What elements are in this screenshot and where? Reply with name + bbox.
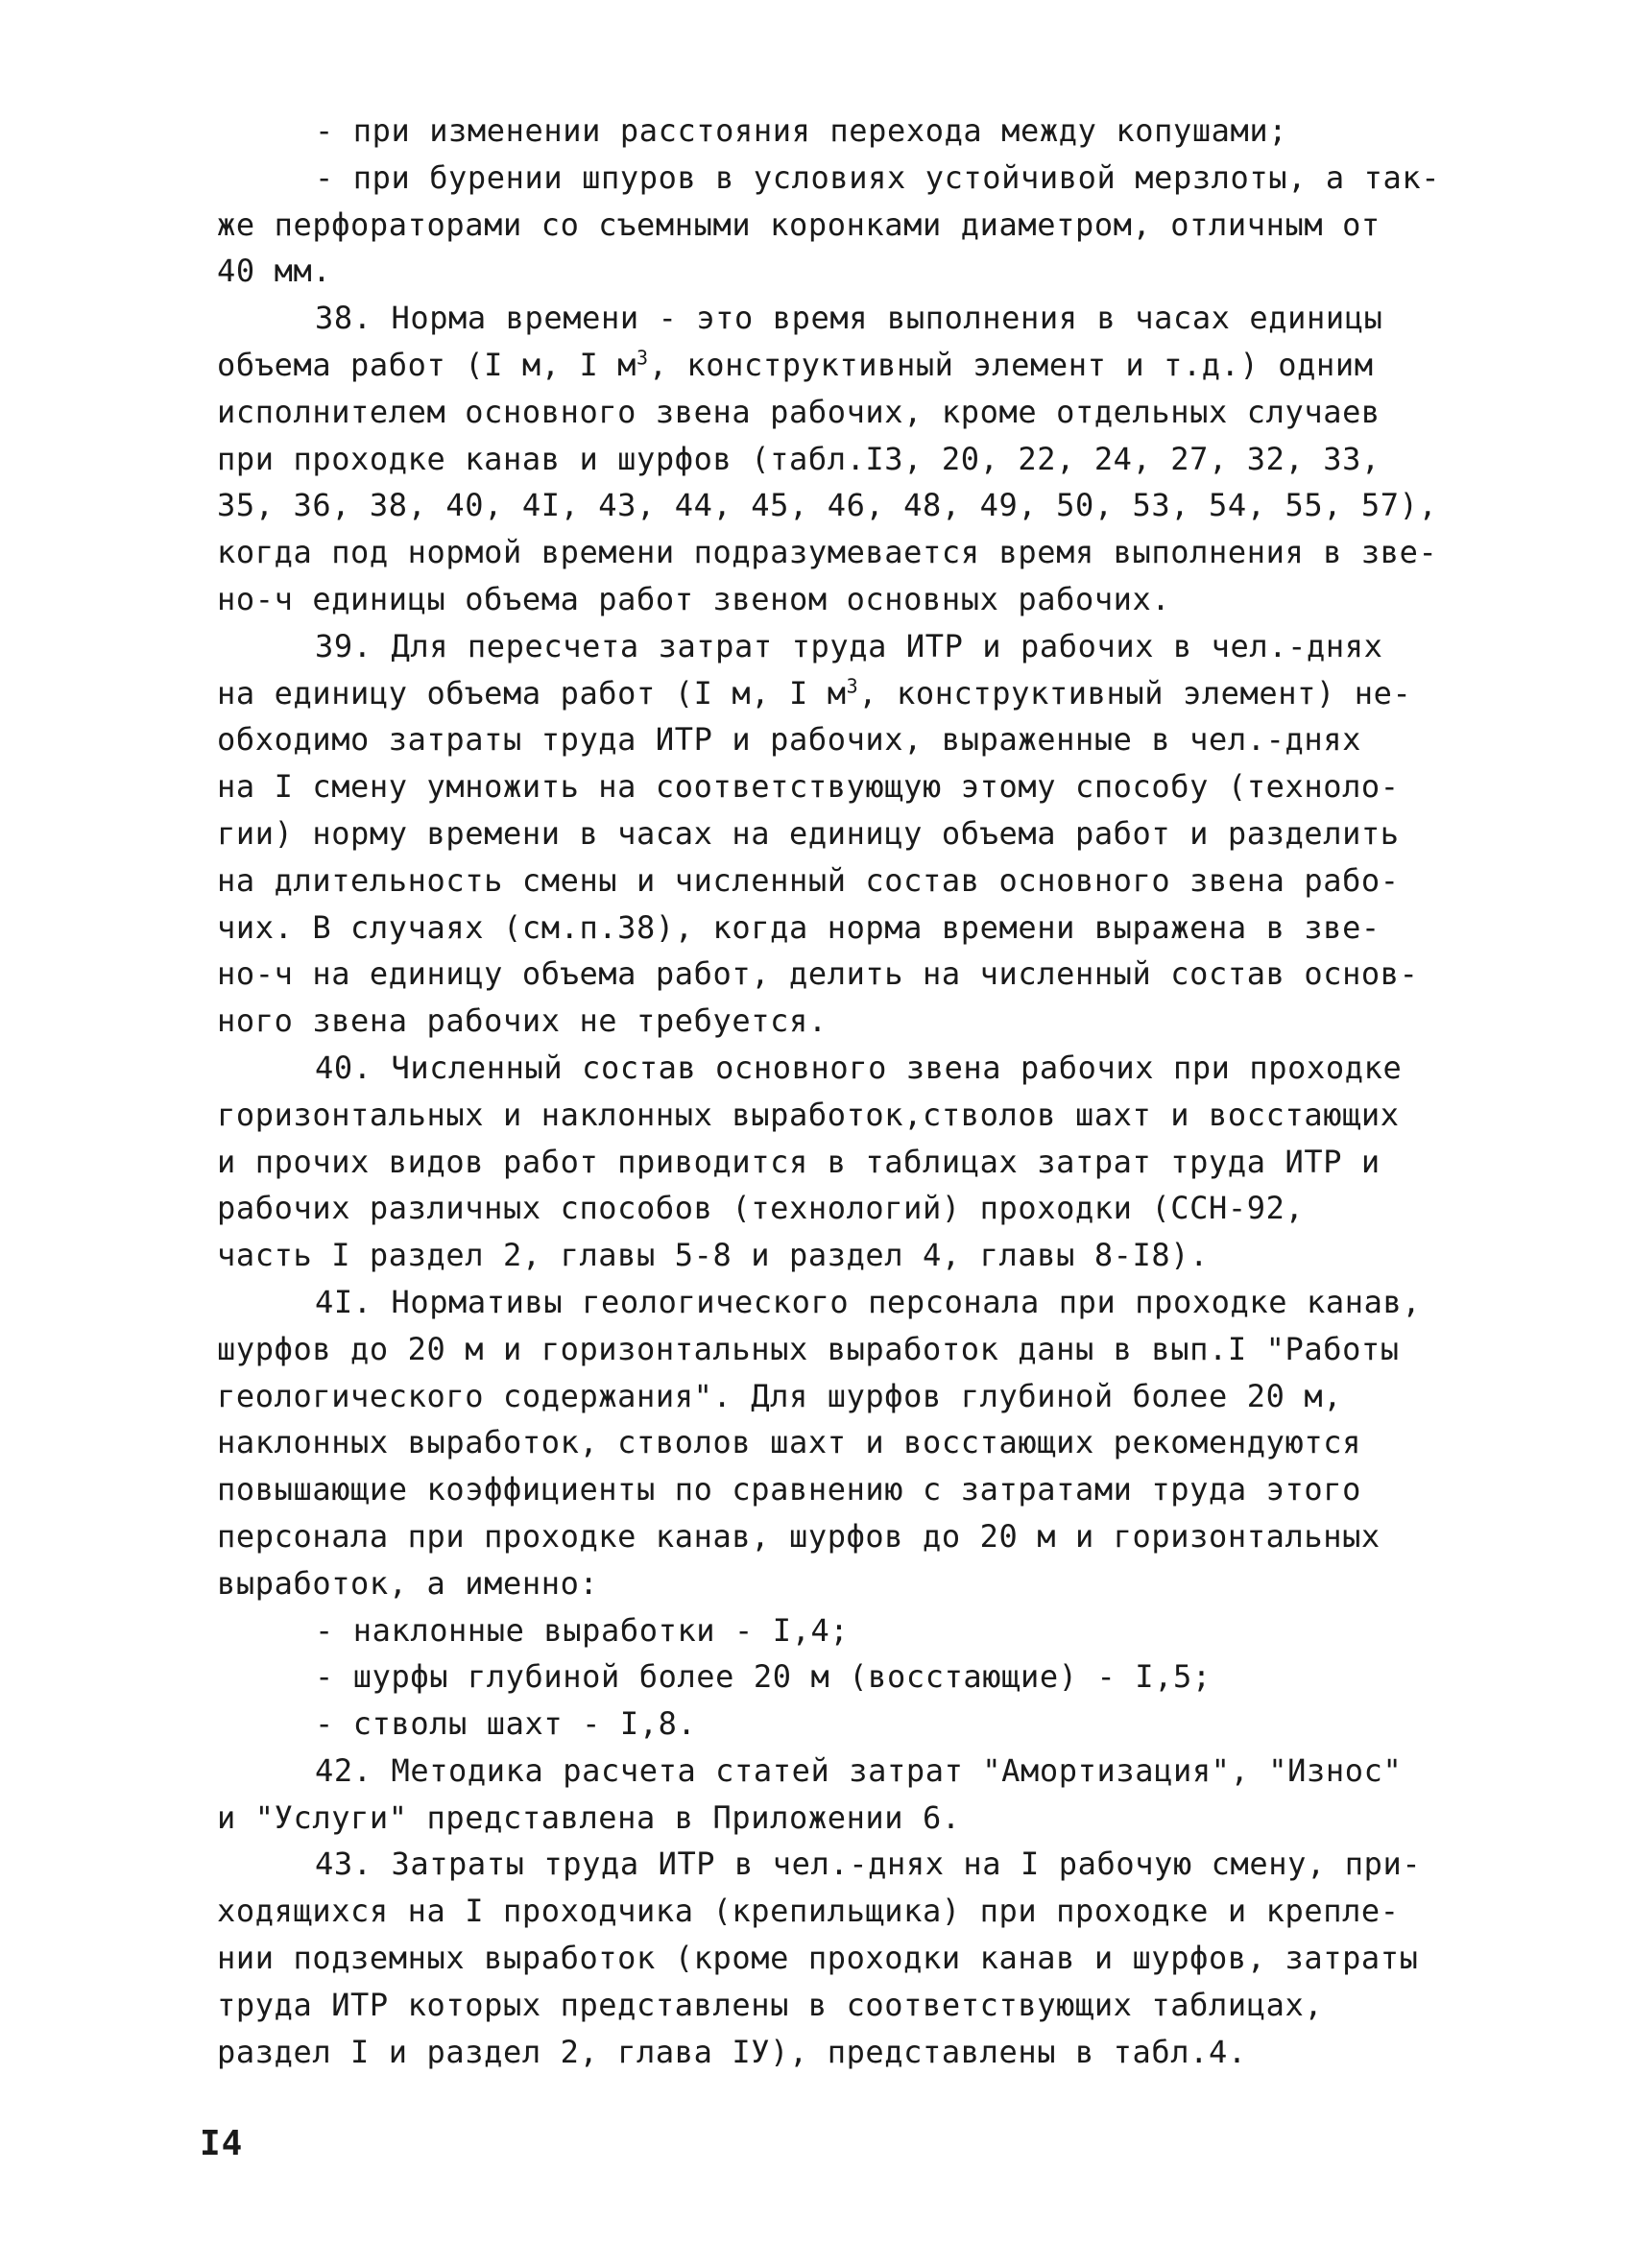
- superscript: 3: [636, 346, 649, 370]
- text-line: гии) норму времени в часах на единицу объема работ и разделить: [217, 814, 1400, 852]
- text-line: повышающие коэффициенты по сравнению с затратами труда этого: [217, 1471, 1361, 1508]
- paragraph-40-start: 40. Численный состав основного звена рабочих при проходке: [315, 1049, 1403, 1086]
- superscript: 3: [846, 673, 859, 697]
- text-line: и прочих видов работ приводится в таблицах затрат труда ИТР и: [217, 1143, 1381, 1180]
- paragraph-39-start: 39. Для пересчета затрат труда ИТР и рабочих в чел.-днях: [315, 627, 1383, 664]
- text-line-part: , конструктивный элемент и т.д.) одним: [648, 346, 1374, 383]
- text-line: наклонных выработок, стволов шахт и восстающих рекомендуются: [217, 1424, 1361, 1461]
- text-line: при проходке канав и шурфов (табл.I3, 20, 22, 24, 27, 32, 33,: [217, 440, 1381, 477]
- list-item: - стволы шахт - I,8.: [315, 1705, 697, 1743]
- text-line: ного звена рабочих не требуется.: [217, 1002, 828, 1040]
- paragraph-38-start: 38. Норма времени - это время выполнения в часах единицы: [315, 300, 1383, 337]
- text-line: часть I раздел 2, главы 5-8 и раздел 4, главы 8-I8).: [217, 1237, 1210, 1274]
- page-number: I4: [200, 2124, 244, 2163]
- text-line: выработок, а именно:: [217, 1564, 599, 1602]
- paragraph-41-start: 4I. Нормативы геологического персонала при проходке канав,: [315, 1283, 1422, 1320]
- body-text: [217, 108, 1484, 2075]
- text-line: - при бурении шпуров в условиях устойчивой мерзлоты, а так-: [315, 158, 1441, 196]
- text-line: шурфов до 20 м и горизонтальных выработок даны в вып.I "Работы: [217, 1330, 1400, 1367]
- text-line: рабочих различных способов (технологий) проходки (ССН-92,: [217, 1190, 1305, 1227]
- text-line: но-ч единицы объема работ звеном основных рабочих.: [217, 580, 1171, 617]
- text-line: - при изменении расстояния перехода между копушами;: [315, 112, 1288, 149]
- paragraph-42-start: 42. Методика расчета статей затрат "Амортизация", "Износ": [315, 1751, 1403, 1789]
- text-line: исполнителем основного звена рабочих, кроме отдельных случаев: [217, 393, 1381, 430]
- text-line-part: объема работ (I м, I м: [217, 346, 637, 383]
- text-line: нии подземных выработок (кроме проходки канав и шурфов, затраты: [217, 1940, 1419, 1977]
- text-line: 40 мм.: [217, 253, 332, 290]
- text-line: труда ИТР которых представлены в соответствующих таблицах,: [217, 1986, 1324, 2023]
- paragraph-43-start: 43. Затраты труда ИТР в чел.-днях на I рабочую смену, при-: [315, 1846, 1422, 1883]
- text-line: [217, 342, 1484, 389]
- list-item: - наклонные выработки - I,4;: [315, 1611, 850, 1649]
- text-line: раздел I и раздел 2, глава IУ), представлены в табл.4.: [217, 2033, 1247, 2070]
- list-item: - шурфы глубиной более 20 м (восстающие) - I,5;: [315, 1658, 1212, 1696]
- text-line: чих. В случаях (см.п.38), когда норма времени выражена в зве-: [217, 908, 1381, 946]
- text-line: когда под нормой времени подразумевается время выполнения в зве-: [217, 534, 1438, 571]
- text-line: на длительность смены и численный состав основного звена рабо-: [217, 861, 1400, 899]
- text-line-part: , конструктивный элемент) не-: [858, 674, 1412, 712]
- text-line: [217, 670, 1484, 717]
- text-line-part: на единицу объема работ (I м, I м: [217, 674, 847, 712]
- text-line: обходимо затраты труда ИТР и рабочих, выраженные в чел.-днях: [217, 721, 1361, 759]
- text-line: же перфораторами со съемными коронками диаметром, отличным от: [217, 205, 1381, 243]
- text-line: геологического содержания". Для шурфов глубиной более 20 м,: [217, 1377, 1343, 1414]
- text-line: 35, 36, 38, 40, 4I, 43, 44, 45, 46, 48, 49, 50, 53, 54, 55, 57),: [217, 487, 1438, 524]
- text-line: но-ч на единицу объема работ, делить на численный состав основ-: [217, 955, 1419, 993]
- text-line: ходящихся на I проходчика (крепильщика) при проходке и крепле-: [217, 1893, 1400, 1930]
- text-line: горизонтальных и наклонных выработок,стволов шахт и восстающих: [217, 1096, 1400, 1133]
- text-line: персонала при проходке канав, шурфов до 20 м и горизонтальных: [217, 1517, 1381, 1555]
- text-line: на I смену умножить на соответствующую этому способу (техноло-: [217, 768, 1400, 806]
- text-line: и "Услуги" представлена в Приложении 6.: [217, 1798, 961, 1836]
